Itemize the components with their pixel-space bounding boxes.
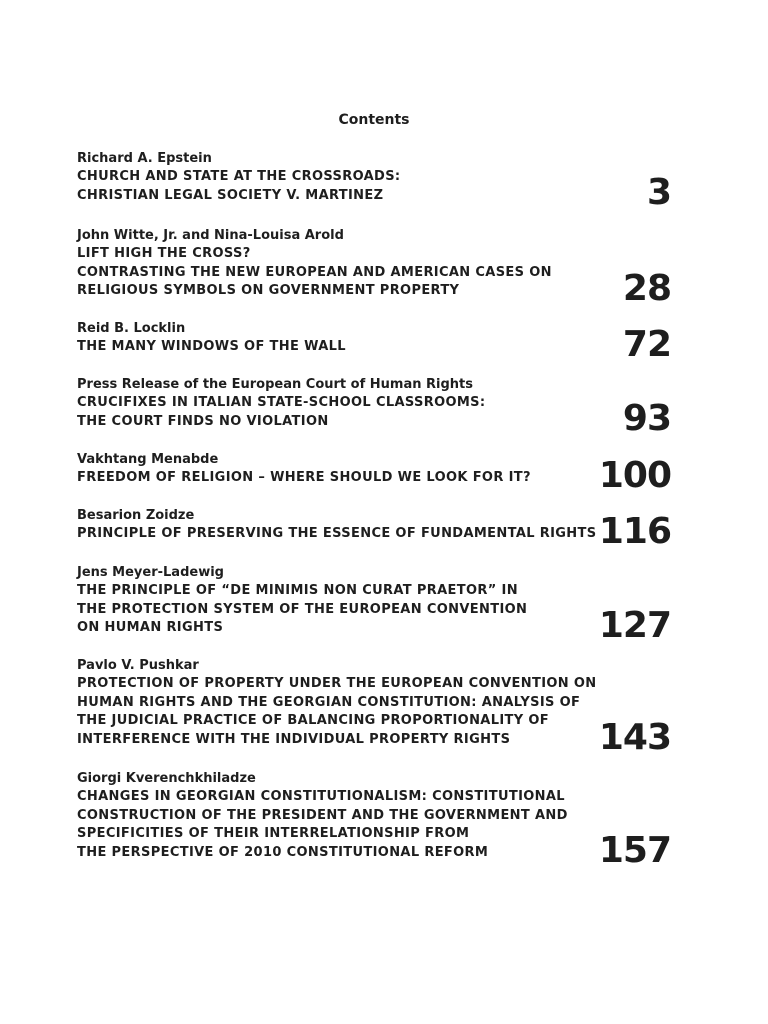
entry-title-line: CHURCH AND STATE AT THE CROSSROADS:	[77, 169, 401, 184]
toc-entry	[77, 320, 671, 365]
toc-entry	[77, 564, 671, 647]
entry-page-number: 93	[622, 398, 671, 440]
entry-title-line: CHANGES IN GEORGIAN CONSTITUTIONALISM: CONSTITUTIONAL	[77, 789, 565, 804]
entry-author: Press Release of the European Court of Human Rights	[77, 377, 473, 392]
entry-title-line: THE PRINCIPLE OF “DE MINIMIS NON CURAT PRAETOR” IN	[77, 583, 518, 598]
entry-title-line: PRINCIPLE OF PRESERVING THE ESSENCE OF FUNDAMENTAL RIGHTS	[77, 526, 597, 541]
entry-title-line: FREEDOM OF RELIGION – WHERE SHOULD WE LOOK FOR IT?	[77, 470, 531, 485]
entry-title-line: LIFT HIGH THE CROSS?	[77, 246, 251, 261]
entry-title-line: THE JUDICIAL PRACTICE OF BALANCING PROPORTIONALITY OF	[77, 713, 550, 729]
toc-entry	[77, 770, 671, 871]
toc-entry	[77, 657, 671, 758]
toc-entry	[77, 227, 671, 310]
entry-page-number: 143	[598, 716, 671, 758]
entry-author: Besarion Zoidze	[77, 508, 195, 523]
entry-title-line: THE PROTECTION SYSTEM OF THE EUROPEAN CONVENTION	[77, 601, 528, 617]
entry-page-number: 100	[598, 454, 671, 496]
page-title: Contents	[338, 112, 410, 128]
entry-page-number: 72	[622, 323, 671, 365]
entry-author: Giorgi Kverenchkhiladze	[77, 771, 256, 786]
entry-title-line: THE COURT FINDS NO VIOLATION	[77, 413, 329, 429]
entry-title-line: CHRISTIAN LEGAL SOCIETY V. MARTINEZ	[77, 187, 384, 203]
entry-author: John Witte, Jr. and Nina-Louisa Arold	[77, 228, 344, 243]
entry-title-line: INTERFERENCE WITH THE INDIVIDUAL PROPERTY RIGHTS	[77, 732, 511, 748]
entry-page-number: 116	[598, 510, 671, 552]
toc-entry	[77, 451, 671, 496]
entry-title-line: THE PERSPECTIVE OF 2010 CONSTITUTIONAL REFORM	[77, 845, 489, 861]
entry-page-number: 157	[598, 829, 671, 871]
entry-title-line: RELIGIOUS SYMBOLS ON GOVERNMENT PROPERTY	[77, 283, 460, 299]
entry-author: Richard A. Epstein	[77, 151, 212, 166]
entry-author: Reid B. Locklin	[77, 321, 186, 336]
entry-author: Jens Meyer-Ladewig	[77, 565, 224, 580]
entry-title-line: CONTRASTING THE NEW EUROPEAN AND AMERICAN CASES ON	[77, 264, 552, 280]
entry-page-number: 3	[646, 172, 671, 214]
toc-entry	[77, 507, 671, 552]
entry-title-line: CONSTRUCTION OF THE PRESIDENT AND THE GOVERNMENT AND	[77, 807, 568, 823]
entry-author: Pavlo V. Pushkar	[77, 658, 199, 673]
entry-page-number: 127	[598, 605, 671, 647]
toc-entry	[77, 150, 671, 214]
entry-author: Vakhtang Menabde	[77, 452, 219, 467]
entry-title-line: THE MANY WINDOWS OF THE WALL	[77, 339, 346, 354]
entry-title-line: ON HUMAN RIGHTS	[77, 620, 224, 636]
entry-title-line: PROTECTION OF PROPERTY UNDER THE EUROPEAN CONVENTION ON	[77, 676, 597, 691]
toc-entry	[77, 376, 671, 440]
entry-page-number: 28	[622, 268, 671, 310]
entry-title-line: SPECIFICITIES OF THEIR INTERRELATIONSHIP FROM	[77, 826, 470, 842]
entry-title-line: CRUCIFIXES IN ITALIAN STATE-SCHOOL CLASSROOMS:	[77, 395, 486, 410]
entry-title-line: HUMAN RIGHTS AND THE GEORGIAN CONSTITUTION: ANALYSIS OF	[77, 694, 581, 710]
